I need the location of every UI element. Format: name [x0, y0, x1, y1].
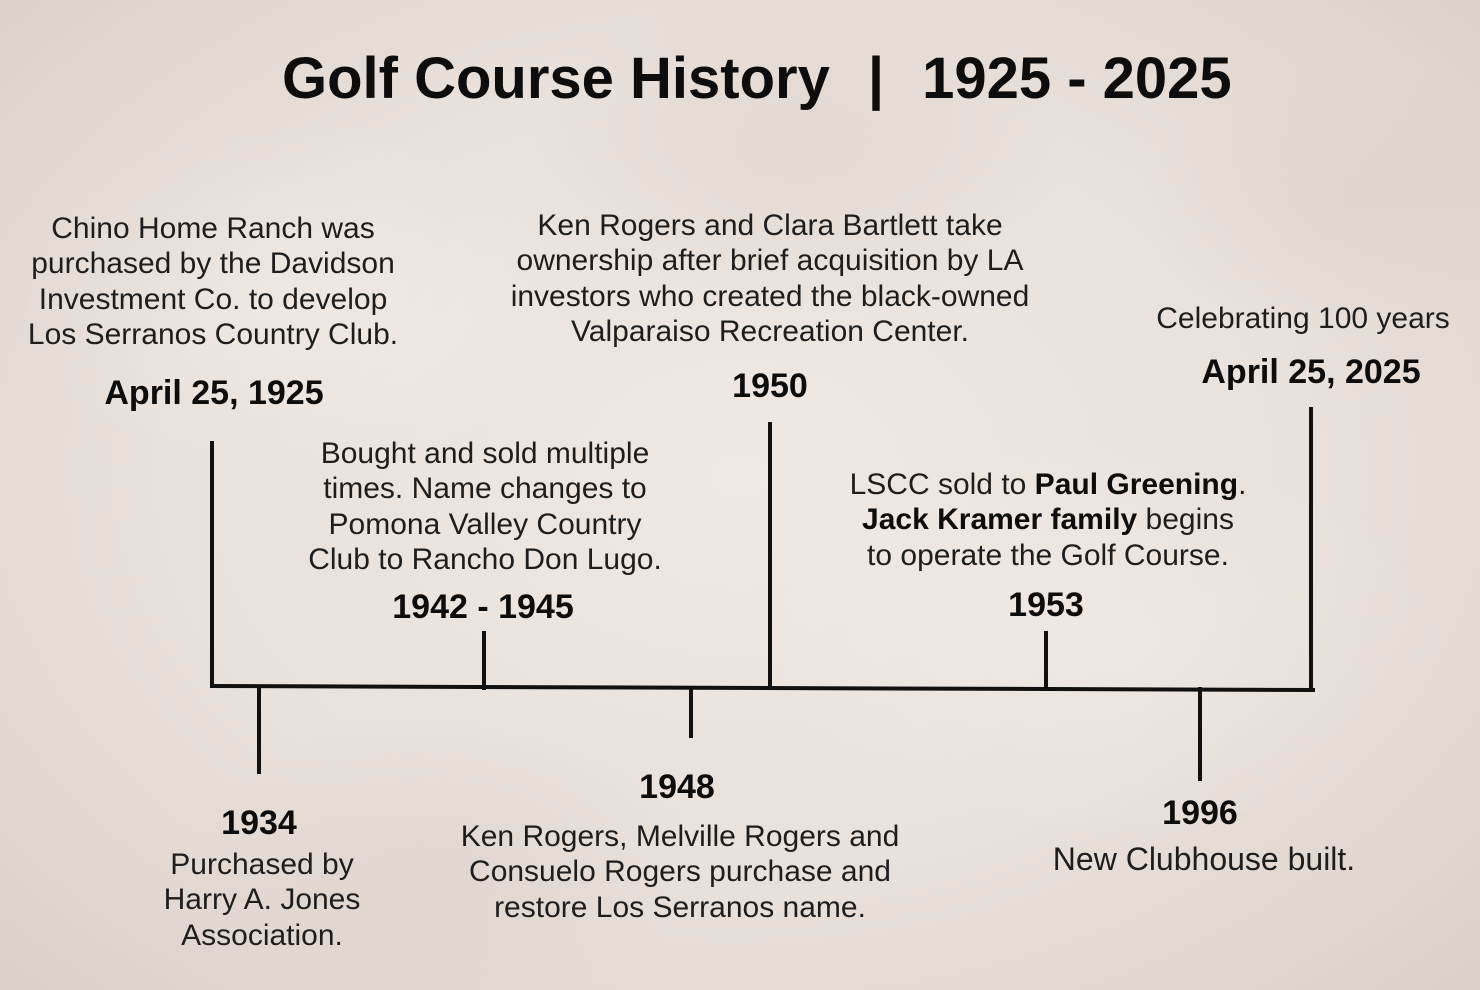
event-1953-date: 1953 [1008, 586, 1084, 624]
event-1925-description [28, 211, 398, 353]
event-1953-description [850, 467, 1247, 573]
event-1950-description [511, 208, 1030, 350]
description-line: Club to Rancho Don Lugo. [308, 543, 662, 577]
description-line: Pomona Valley Country [328, 507, 642, 541]
event-1925-date: April 25, 1925 [104, 374, 324, 412]
description-line: Association. [181, 918, 343, 952]
event-1942-1945-date: 1942 - 1945 [392, 588, 574, 626]
description-line [850, 467, 1247, 502]
description-line: Los Serranos Country Club. [27, 318, 399, 352]
description-line [850, 538, 1247, 573]
timeline-axis [212, 686, 1313, 690]
description-line [850, 502, 1247, 537]
description-line: Bought and sold multiple [320, 437, 650, 470]
description-line: restore Los Serranos name. [494, 890, 866, 924]
description-line: Ken Rogers and Clara Bartlett take [537, 209, 1003, 242]
text-segment: to operate the Golf Course. [867, 538, 1229, 572]
event-1996-description [1053, 840, 1355, 878]
description-line: Investment Co. to develop [38, 282, 388, 316]
event-1950-date: 1950 [732, 367, 808, 405]
description-line: Purchased by [170, 848, 354, 881]
title-years: 1925 - 2025 [922, 46, 1232, 111]
description-line: Chino Home Ranch was [51, 212, 375, 245]
event-1948-date: 1948 [639, 768, 715, 806]
description-line: Harry A. Jones [163, 883, 361, 917]
event-1934-date: 1934 [221, 804, 297, 842]
title-main: Golf Course History [282, 46, 830, 111]
event-1996-date: 1996 [1162, 794, 1238, 832]
description-line: purchased by the Davidson [31, 247, 395, 281]
text-segment: . [1238, 468, 1247, 501]
description-line: New Clubhouse built. [1052, 841, 1356, 877]
event-2025-date: April 25, 2025 [1201, 353, 1421, 391]
description-line: Ken Rogers, Melville Rogers and [460, 820, 900, 853]
event-1934-description [164, 847, 361, 953]
text-segment: LSCC sold to [849, 468, 1035, 501]
event-1948-description [461, 819, 900, 925]
event-1942-1945-description [308, 436, 662, 578]
description-line: investors who created the black-owned [510, 279, 1030, 313]
title-separator: | [867, 46, 885, 111]
buyer-name: Paul Greening [1034, 468, 1239, 501]
description-line: Celebrating 100 years [1156, 302, 1450, 335]
description-line: times. Name changes to [323, 472, 647, 506]
description-line: Valparaiso Recreation Center. [571, 315, 969, 349]
description-line: Consuelo Rogers purchase and [469, 855, 891, 889]
operator-name: Jack Kramer family [862, 503, 1138, 537]
text-segment: begins [1137, 503, 1234, 537]
event-2025-description [1156, 301, 1450, 336]
description-line: ownership after brief acquisition by LA [516, 244, 1024, 278]
